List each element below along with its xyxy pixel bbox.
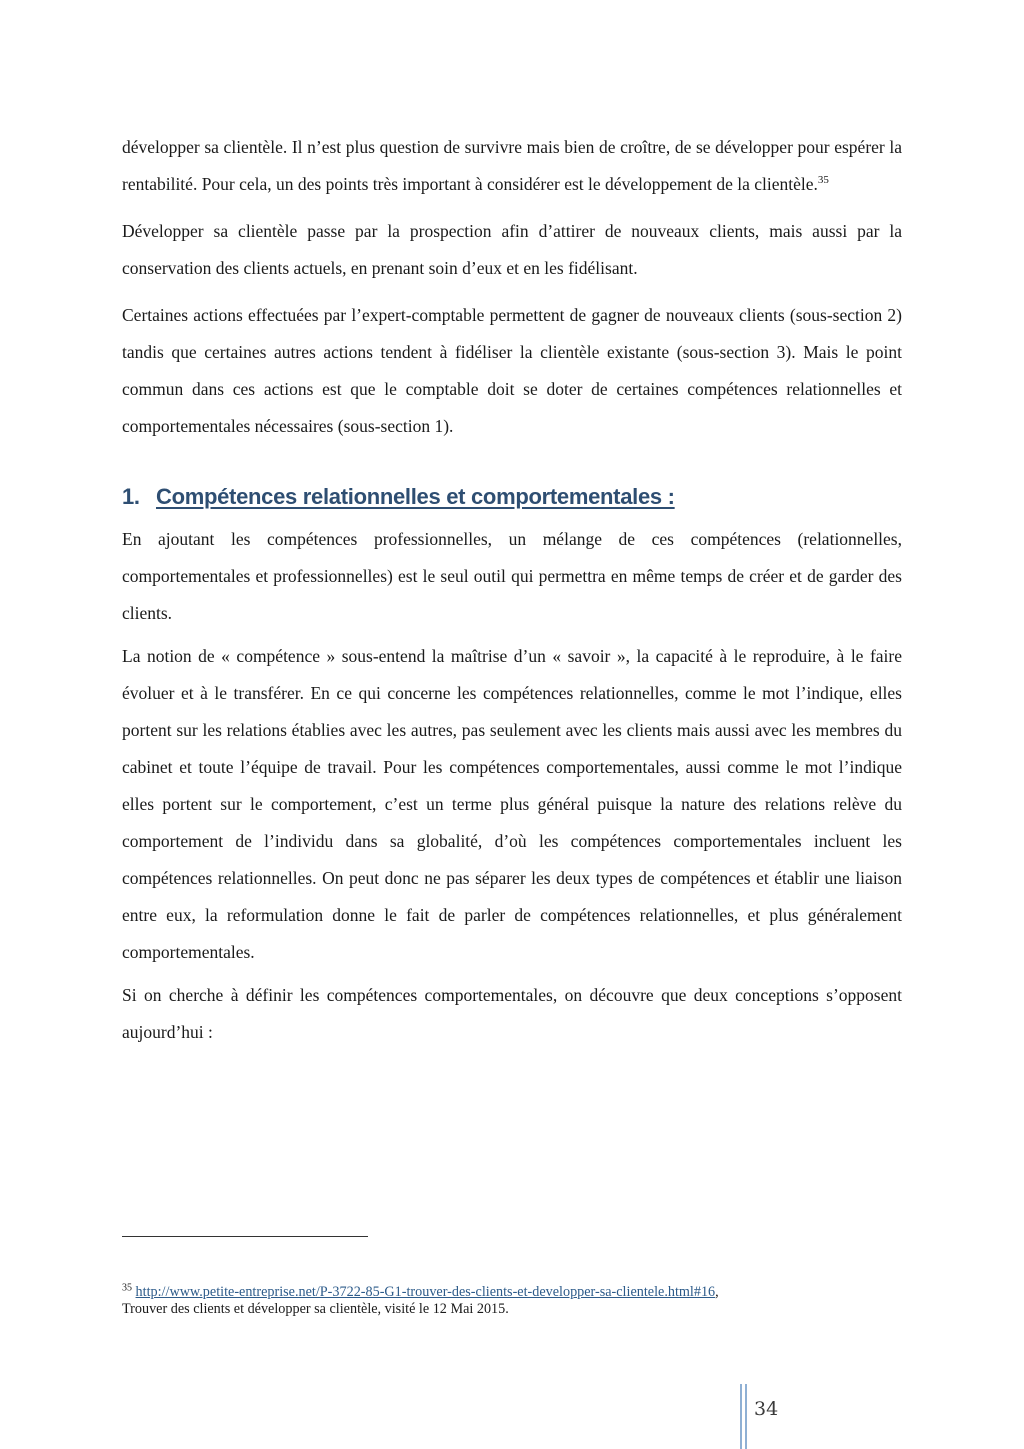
footnote-comma: , [715,1284,719,1300]
section-number: 1. [122,484,140,509]
footnote-ref-35[interactable]: 35 [817,174,829,187]
paragraph-2: Développer sa clientèle passe par la prospection afin d’attirer de nouveaux clients, mais aussi par la conservation des clients actuels, en prenant soin d’eux et en les fidélisant. [122,221,902,278]
footnote-line-1 [122,1284,922,1301]
page-bar-right [745,1384,747,1449]
page-number: 34 [754,1398,779,1420]
page-bar-left [740,1384,742,1449]
footnote-number: 35 [122,1282,132,1294]
paragraph-5: La notion de « compétence » sous-entend la maîtrise d’un « savoir », la capacité à le reproduire, à le faire évoluer et à le transférer. En ce qui concerne les compétences relationnelles, comme le mot l’indique, elles portent sur les relations établies avec les autres, pas seulement avec les clients mais aussi avec les membres du cabinet et toute l’équipe de travail. Pour les compétences comportementales, aussi comme le mot l’indique elles portent sur le comportement, c’est un terme plus général puisque la nature des relations relève du comportement de l’individu dans sa globalité, d’où les compétences comportementales incluent les compétences relationnelles. On peut donc ne pas séparer les deux types de compétences et établir une liaison entre eux, la reformulation donne le fait de parler de compétences relationnelles, et plus généralement comportementales. [122,646,902,962]
section-title: Compétences relationnelles et comportementales : [156,484,675,509]
footnote-line-2: Trouver des clients et développer sa clientèle, visité le 12 Mai 2015. [122,1301,509,1317]
paragraph-3: Certaines actions effectuées par l’expert-comptable permettent de gagner de nouveaux clients (sous-section 2) tandis que certaines autres actions tendent à fidéliser la clientèle existante (sous-section 3). Mais le point commun dans ces actions est que le comptable doit se doter de certaines compétences relationnelles et comportementales nécessaires (sous-section 1). [122,305,902,436]
footnote-link[interactable]: http://www.petite-entreprise.net/P-3722-85-G1-trouver-des-clients-et-developper-sa-clientele.html#16 [135,1284,716,1300]
paragraph-6: Si on cherche à définir les compétences comportementales, on découvre que deux conceptions s’opposent aujourd’hui : [122,985,902,1042]
paragraph-4: En ajoutant les compétences professionnelles, un mélange de ces compétences (relationnelles, comportementales et professionnelles) est le seul outil qui permettra en même temps de créer et de garder des clients. [122,529,902,623]
main-content [122,129,902,1051]
section-heading [122,479,902,515]
paragraph-1-text: développer sa clientèle. Il n’est plus question de survivre mais bien de croître, de se développer pour espérer la rentabilité. Pour cela, un des points très important à considérer est le développement de la clientèle. [122,137,902,194]
footnote-separator [122,1236,368,1237]
footnote [122,1284,922,1318]
paragraph-1 [122,129,902,203]
